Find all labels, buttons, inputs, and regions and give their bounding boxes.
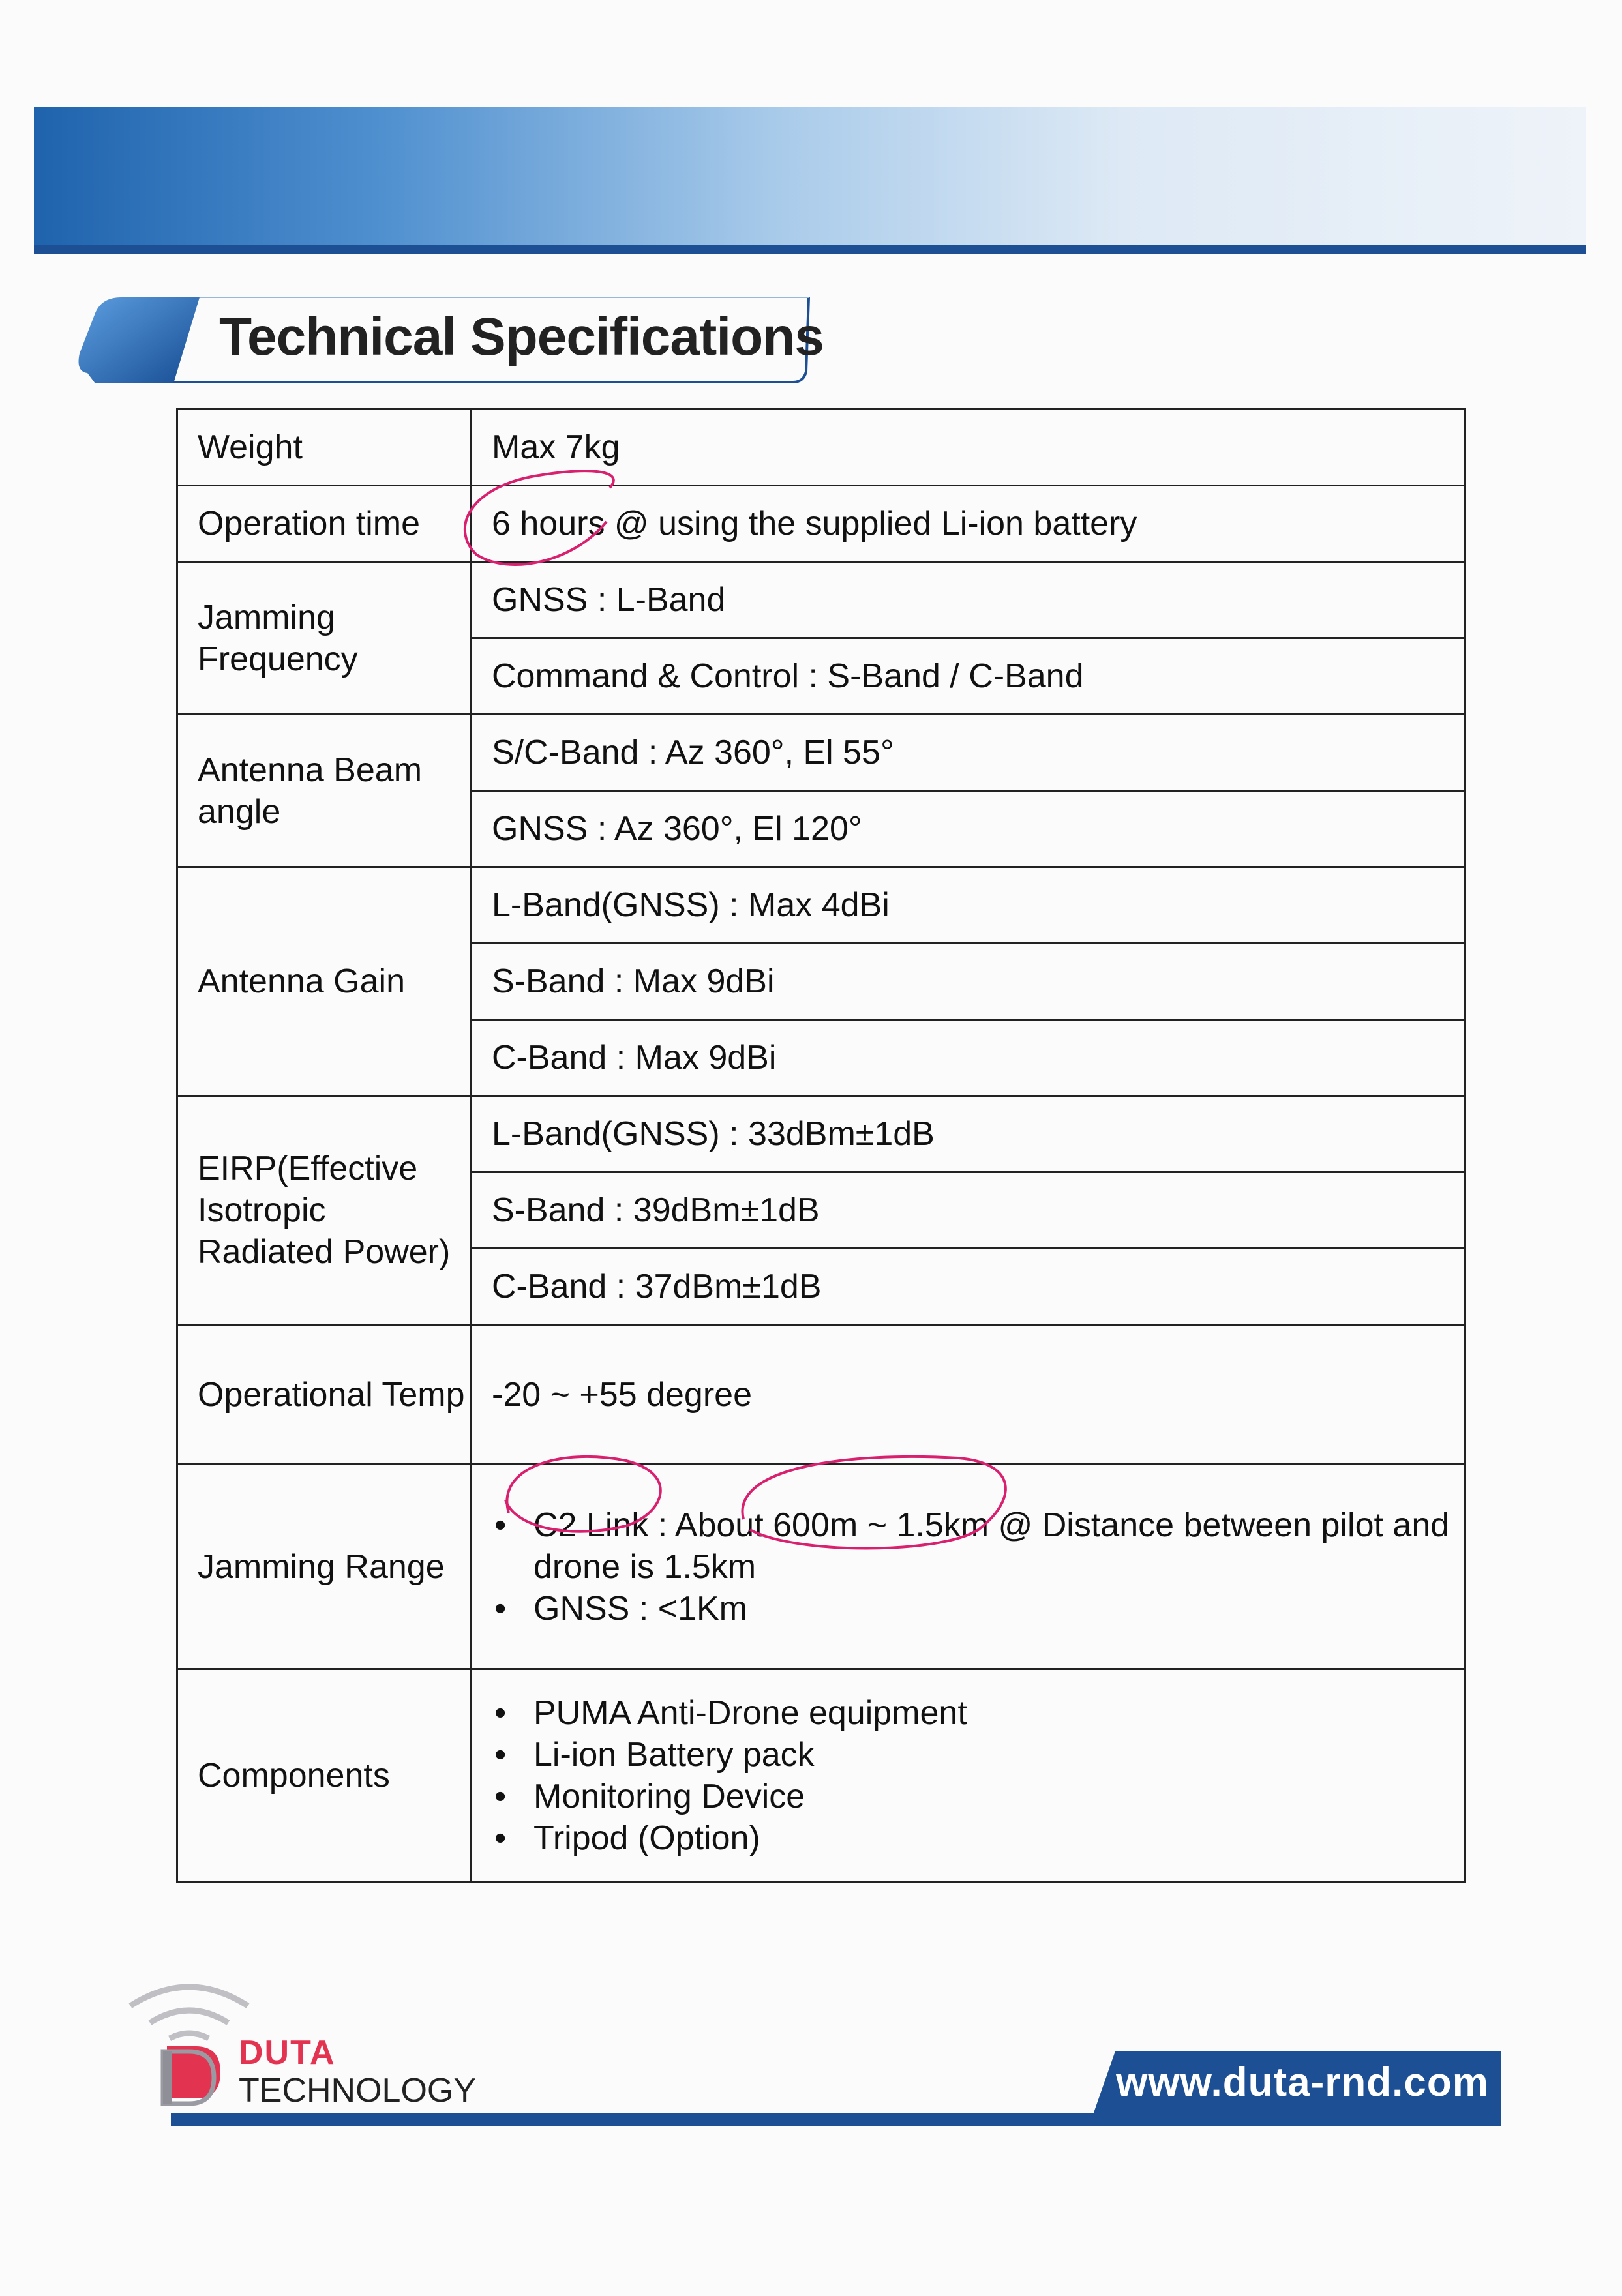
list-item: • Monitoring Device [517, 1776, 1464, 1817]
table-row [177, 486, 1465, 562]
row-value: L-Band(GNSS) : 33dBm±1dB [472, 1096, 1465, 1172]
brand-subtitle: TECHNOLOGY [239, 2072, 477, 2110]
table-row [177, 1669, 1465, 1882]
row-value: L-Band(GNSS) : Max 4dBi [472, 867, 1465, 944]
row-value: Max 7kg [472, 410, 1465, 486]
row-label: Weight [177, 410, 472, 486]
row-value: S/C-Band : Az 360°, El 55° [472, 715, 1465, 791]
table-row [177, 410, 1465, 486]
row-value: C-Band : 37dBm±1dB [472, 1249, 1465, 1325]
bullet-list [492, 1692, 1464, 1859]
table-row [177, 1465, 1465, 1669]
row-value [472, 1465, 1465, 1669]
table-row [177, 562, 1465, 638]
row-label: Antenna Beam angle [177, 715, 472, 867]
website-link[interactable]: www.duta-rnd.com [1116, 2060, 1489, 2105]
row-label: Antenna Gain [177, 867, 472, 1096]
row-value: GNSS : L-Band [472, 562, 1465, 638]
table-row [177, 1325, 1465, 1465]
brand-name: DUTA [239, 2034, 336, 2072]
row-label: Jamming Frequency [177, 562, 472, 715]
row-label: Operational Temp [177, 1325, 472, 1465]
page-title: Technical Specifications [219, 307, 824, 366]
list-item: • GNSS : <1Km [517, 1588, 1464, 1630]
row-label: Jamming Range [177, 1465, 472, 1669]
row-value [472, 1669, 1465, 1882]
row-value: GNSS : Az 360°, El 120° [472, 791, 1465, 867]
table-row [177, 715, 1465, 791]
row-value: S-Band : Max 9dBi [472, 944, 1465, 1020]
list-item: • PUMA Anti-Drone equipment [517, 1692, 1464, 1734]
list-item: • Li-ion Battery pack [517, 1734, 1464, 1776]
row-value: C-Band : Max 9dBi [472, 1020, 1465, 1096]
row-value: S-Band : 39dBm±1dB [472, 1172, 1465, 1249]
table-row [177, 1096, 1465, 1172]
spec-table [176, 408, 1466, 1883]
row-value: Command & Control : S-Band / C-Band [472, 638, 1465, 715]
list-item: • Tripod (Option) [517, 1817, 1464, 1859]
row-value: -20 ~ +55 degree [472, 1325, 1465, 1465]
row-label: EIRP(Effective Isotropic Radiated Power) [177, 1096, 472, 1325]
list-item: • C2 Link : About 600m ~ 1.5km @ Distance between pilot and drone is 1.5km [517, 1504, 1464, 1588]
table-row [177, 867, 1465, 944]
row-label: Operation time [177, 486, 472, 562]
title-tab [76, 295, 824, 383]
bullet-list [492, 1504, 1464, 1630]
row-value: 6 hours @ using the supplied Li-ion battery [472, 486, 1465, 562]
header-band [34, 107, 1586, 254]
row-label: Components [177, 1669, 472, 1882]
duta-logo-icon [124, 1968, 254, 2111]
